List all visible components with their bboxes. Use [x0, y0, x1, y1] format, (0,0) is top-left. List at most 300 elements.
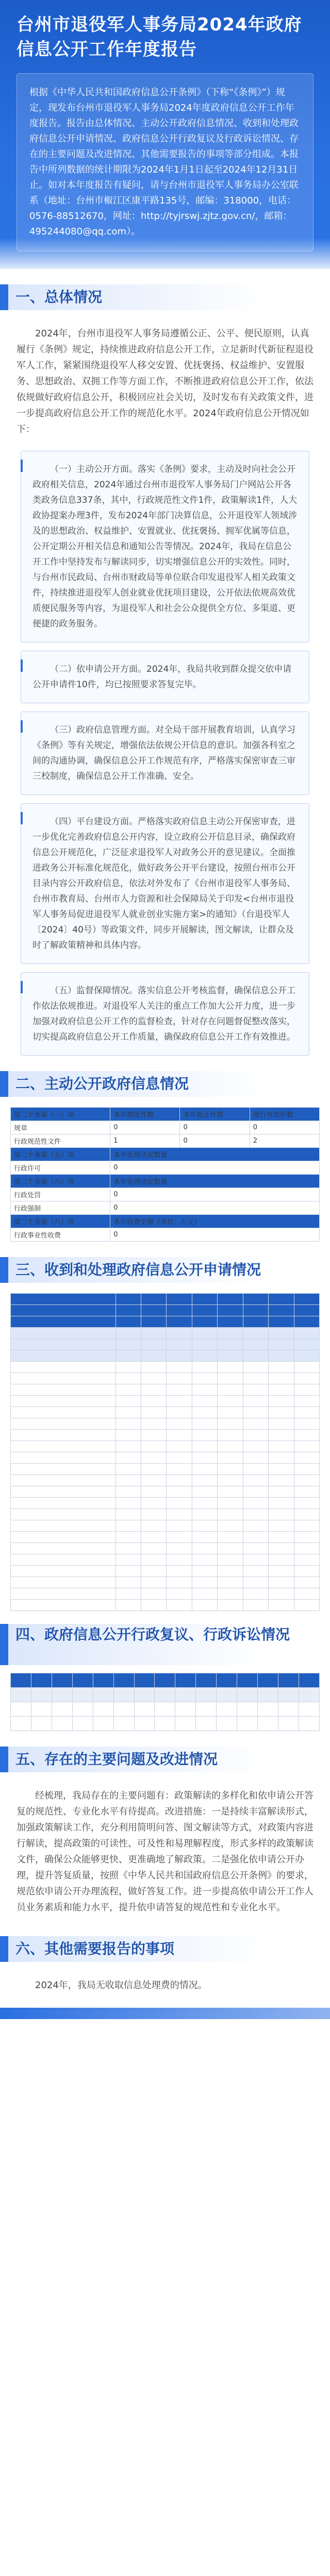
table-cell	[141, 1509, 167, 1520]
table-cell	[167, 1316, 192, 1328]
table-cell	[192, 1577, 217, 1588]
table-cell	[72, 1673, 93, 1688]
table-cell	[243, 1418, 268, 1430]
table-cell	[167, 1396, 192, 1407]
table-cell: 行政许可	[11, 1161, 110, 1175]
table-row	[11, 1464, 320, 1475]
table-cell	[93, 1673, 113, 1688]
table-cell	[192, 1362, 217, 1373]
table-cell	[269, 1498, 294, 1509]
table-cell	[141, 1430, 167, 1441]
table-cell	[269, 1532, 294, 1543]
table-cell	[218, 1566, 243, 1577]
table-cell	[116, 1373, 141, 1384]
info-box: （四）平台建设方面。严格落实政府信息主动公开保密审查，进一步优化完善政府信息公开内容，设立政府公开信息目录，确保政府信息公开规范化，广泛征求退役军人对政务公开的意见建议。全面推进政务公开标准化规范化，做好政务公开平台建设，按照台州市公开目录内容公开政府信息，依法对外发布了《台州市退役军人事务局、台州市教育局、台州市人力资源和社会保障局关于印发<台州市退役军人事务局促进退役军人就业创业实施方案>的通知》（台退役军人〔2024〕40号）等政策文件，同步开展解读，图文解读，让群众及时了解政策精神和具体内容。	[21, 803, 309, 964]
table-cell	[134, 1688, 155, 1702]
table-cell	[192, 1509, 217, 1520]
table-cell	[141, 1328, 167, 1339]
table-cell	[269, 1452, 294, 1464]
table-cell	[243, 1486, 268, 1498]
table-cell	[11, 1702, 31, 1717]
table-row	[11, 1452, 320, 1464]
table-cell	[294, 1305, 320, 1316]
proactive-disclosure-table	[10, 1107, 320, 1242]
table-row	[11, 1520, 320, 1532]
table-cell	[167, 1294, 192, 1305]
report-intro: 根据《中华人民共和国政府信息公开条例》（下称“《条例》”）规定，现发布台州市退役军人事务局2024年度政府信息公开工作年度报告。报告由总体情况、主动公开政府信息情况、收到和处理政府信息公开申请情况、政府信息公开行政复议及行政诉讼情况、存在的主要问题及改进情况、其他需要报告的事项等部分组成。本报告中所列数据的统计期限为2024年1月1日起至2024年12月31日止。如对本年度报告有疑问，请与台州市退役军人事务局办公室联系（地址：台州市椒江区康平路135号，邮编：318000，电话：0576-88512670，网址：http://tyjrswj.zjtz.gov.cn/，邮箱：495244080@qq.com）。	[16, 73, 314, 251]
table-cell	[11, 1452, 116, 1464]
table-cell: 第二十条第（六）项	[11, 1175, 110, 1188]
info-box: （二）依申请公开方面。2024年，我局共收到群众提交依申请公开申请件10件，均已按照要求答复完毕。	[21, 651, 309, 703]
table-cell	[192, 1543, 217, 1554]
table-cell: 第二十条第（一）项	[11, 1108, 110, 1121]
table-cell	[141, 1520, 167, 1532]
table-cell	[243, 1441, 268, 1452]
table-cell	[113, 1673, 134, 1688]
table-cell	[294, 1520, 320, 1532]
table-cell	[294, 1566, 320, 1577]
table-cell: 本年处理决定数量	[110, 1175, 320, 1188]
table-cell	[269, 1430, 294, 1441]
table-cell	[269, 1543, 294, 1554]
table-cell: 本年制发件数	[110, 1108, 180, 1121]
table-cell	[11, 1316, 116, 1328]
table-cell	[116, 1384, 141, 1396]
table-cell	[294, 1430, 320, 1441]
table-cell	[269, 1588, 294, 1600]
table-cell	[167, 1543, 192, 1554]
table-cell	[243, 1407, 268, 1418]
table-cell	[237, 1702, 258, 1717]
table-cell	[141, 1577, 167, 1588]
table-cell	[269, 1396, 294, 1407]
table-cell: 行政处罚	[11, 1188, 110, 1201]
table-cell	[167, 1384, 192, 1396]
table-row	[11, 1554, 320, 1566]
table-cell	[269, 1441, 294, 1452]
table-cell	[299, 1688, 319, 1702]
table-cell	[294, 1328, 320, 1339]
section-1-lead: 2024年，台州市退役军人事务局遵循公正、公平、便民原则，认真履行《条例》规定，持续推进政府信息公开工作，立足新时代新征程退役军人工作，紧紧围绕退役军人移交安置、优抚褒扬、权益维护、安置服务、思想政治、双拥工作等方面工作，不断推进政府信息公开工作，依法依规做好政府信息公开，积极回应社会关切，及时发布有关政策文件，进一步提高政府信息公开工作的规范化水平。2024年政府信息公开情况如下：	[16, 328, 314, 435]
table-cell	[11, 1520, 116, 1532]
table-row	[11, 1543, 320, 1554]
table-cell	[217, 1702, 237, 1717]
table-cell: 本年废止件数	[180, 1108, 250, 1121]
table-cell	[278, 1717, 299, 1731]
table-cell	[116, 1543, 141, 1554]
table-cell	[294, 1452, 320, 1464]
table-cell: 0	[110, 1161, 320, 1175]
table-row	[11, 1475, 320, 1486]
table-row	[11, 1588, 320, 1600]
table-cell	[294, 1339, 320, 1350]
table-cell	[116, 1316, 141, 1328]
table-cell	[218, 1430, 243, 1441]
table-cell	[11, 1430, 116, 1441]
table-cell	[141, 1384, 167, 1396]
table-cell	[237, 1673, 258, 1688]
table-cell	[134, 1717, 155, 1731]
table-row	[11, 1134, 320, 1148]
section-title: 三、收到和处理政府信息公开申请情况	[8, 1257, 330, 1283]
table-cell	[192, 1475, 217, 1486]
table-cell	[175, 1717, 196, 1731]
footer-band	[0, 2008, 330, 2019]
table-cell	[192, 1316, 217, 1328]
table-cell	[243, 1600, 268, 1611]
table-cell	[218, 1486, 243, 1498]
table-cell	[218, 1418, 243, 1430]
info-box: （三）政府信息管理方面。对全局干部开展教育培训，认真学习《条例》等有关规定，增强依法依规公开信息的意识。加强各科室之间的沟通协调，确保信息公开工作规范有序，严格落实保密审查三审三校制度，确保信息公开工作准确、安全。	[21, 711, 309, 795]
table-cell	[11, 1339, 116, 1350]
table-cell	[116, 1600, 141, 1611]
table-cell	[217, 1717, 237, 1731]
table-row	[11, 1121, 320, 1134]
table-cell	[243, 1520, 268, 1532]
table-cell	[218, 1464, 243, 1475]
section-6-header	[0, 1931, 330, 1967]
section-5-header	[0, 1741, 330, 1777]
table-cell	[294, 1407, 320, 1418]
table-cell	[11, 1532, 116, 1543]
review-litigation-table	[10, 1673, 320, 1731]
table-cell	[116, 1407, 141, 1418]
table-cell	[192, 1384, 217, 1396]
table-cell	[141, 1600, 167, 1611]
table-cell	[269, 1350, 294, 1362]
table-cell	[294, 1532, 320, 1543]
table-cell	[192, 1498, 217, 1509]
section-title: 二、主动公开政府信息情况	[8, 1071, 330, 1097]
table-cell: 行政事业性收费	[11, 1228, 110, 1242]
section-title: 六、其他需要报告的事项	[8, 1936, 330, 1962]
table-cell	[11, 1509, 116, 1520]
table-cell	[116, 1464, 141, 1475]
table-cell	[294, 1316, 320, 1328]
table-cell: 0	[110, 1201, 320, 1215]
table-cell	[192, 1588, 217, 1600]
table-cell	[141, 1475, 167, 1486]
table-cell	[294, 1600, 320, 1611]
table-cell	[167, 1362, 192, 1373]
table-cell	[167, 1441, 192, 1452]
table-cell	[116, 1588, 141, 1600]
table-row	[11, 1486, 320, 1498]
table-row	[11, 1717, 320, 1731]
table-cell	[269, 1328, 294, 1339]
table-cell	[116, 1486, 141, 1498]
table-cell	[294, 1554, 320, 1566]
table-cell	[299, 1717, 319, 1731]
table-row	[11, 1373, 320, 1384]
table-cell	[116, 1430, 141, 1441]
table-cell	[167, 1430, 192, 1441]
table-row	[11, 1600, 320, 1611]
table-cell	[72, 1702, 93, 1717]
table-cell	[52, 1673, 72, 1688]
table-cell	[192, 1441, 217, 1452]
table-cell	[192, 1328, 217, 1339]
table-cell	[294, 1441, 320, 1452]
table-cell	[141, 1498, 167, 1509]
table-cell	[155, 1673, 175, 1688]
table-cell	[141, 1350, 167, 1362]
table-cell	[278, 1702, 299, 1717]
table-cell	[192, 1452, 217, 1464]
section-3-header	[0, 1252, 330, 1288]
section-4-header	[0, 1621, 330, 1668]
application-table	[10, 1293, 320, 1611]
table-cell	[116, 1554, 141, 1566]
table-cell	[167, 1509, 192, 1520]
table-cell	[196, 1717, 217, 1731]
table-cell	[299, 1702, 319, 1717]
table-cell	[258, 1688, 278, 1702]
table-cell	[116, 1475, 141, 1486]
table-cell	[269, 1407, 294, 1418]
table-cell	[192, 1532, 217, 1543]
table-cell	[175, 1673, 196, 1688]
table-cell	[218, 1384, 243, 1396]
table-cell	[192, 1373, 217, 1384]
table-cell	[192, 1566, 217, 1577]
table-cell	[93, 1688, 113, 1702]
table-cell	[72, 1717, 93, 1731]
table-cell	[11, 1577, 116, 1588]
table-cell: 规章	[11, 1121, 110, 1134]
section-marker	[0, 1747, 8, 1772]
table-cell	[294, 1384, 320, 1396]
table-cell	[11, 1328, 116, 1339]
table-cell	[217, 1673, 237, 1688]
table-row	[11, 1201, 320, 1215]
table-cell	[141, 1554, 167, 1566]
table-cell	[11, 1475, 116, 1486]
table-cell	[218, 1520, 243, 1532]
table-cell: 第二十条第（八）项	[11, 1215, 110, 1228]
table-cell	[31, 1702, 52, 1717]
table-cell	[218, 1509, 243, 1520]
table-cell	[217, 1688, 237, 1702]
table-cell	[192, 1486, 217, 1498]
table-cell	[192, 1339, 217, 1350]
table-row	[11, 1407, 320, 1418]
table-cell	[141, 1373, 167, 1384]
table-cell	[116, 1532, 141, 1543]
table-cell	[72, 1688, 93, 1702]
table-cell	[243, 1588, 268, 1600]
table-cell	[218, 1532, 243, 1543]
table-cell	[243, 1373, 268, 1384]
table-cell: 0	[250, 1121, 319, 1134]
table-cell	[155, 1702, 175, 1717]
table-cell	[31, 1673, 52, 1688]
table-cell	[116, 1328, 141, 1339]
table-cell	[167, 1407, 192, 1418]
table-cell	[141, 1418, 167, 1430]
section-2-header	[0, 1066, 330, 1102]
table-cell	[116, 1294, 141, 1305]
table-cell	[11, 1407, 116, 1418]
report-title: 台州市退役军人事务局2024年政府信息公开工作年度报告	[16, 14, 302, 60]
table-cell	[243, 1566, 268, 1577]
table-cell	[294, 1475, 320, 1486]
table-cell	[11, 1418, 116, 1430]
table-cell	[192, 1350, 217, 1362]
table-cell	[243, 1543, 268, 1554]
table-cell	[269, 1339, 294, 1350]
table-cell	[167, 1452, 192, 1464]
section-marker	[0, 1071, 8, 1097]
table-cell	[258, 1673, 278, 1688]
table-cell	[269, 1464, 294, 1475]
report-header	[0, 0, 330, 269]
table-cell	[175, 1688, 196, 1702]
table-cell	[243, 1362, 268, 1373]
table-cell	[93, 1717, 113, 1731]
table-cell: 0	[180, 1121, 250, 1134]
table-cell	[31, 1688, 52, 1702]
table-cell	[141, 1588, 167, 1600]
table-cell	[269, 1305, 294, 1316]
table-cell	[269, 1362, 294, 1373]
table-cell	[218, 1396, 243, 1407]
table-cell	[11, 1464, 116, 1475]
table-cell	[167, 1373, 192, 1384]
table-cell	[269, 1486, 294, 1498]
table-cell	[167, 1498, 192, 1509]
table-cell	[134, 1673, 155, 1688]
table-row	[11, 1509, 320, 1520]
table-cell	[141, 1396, 167, 1407]
table-cell	[243, 1316, 268, 1328]
table-row	[11, 1305, 320, 1316]
table-cell: 本年收费金额（单位：万元）	[110, 1215, 320, 1228]
table-cell	[294, 1396, 320, 1407]
section-title: 四、政府信息公开行政复议、行政诉讼情况	[8, 1624, 330, 1665]
table-row	[11, 1228, 320, 1242]
table-cell: 1	[110, 1134, 180, 1148]
table-cell	[11, 1566, 116, 1577]
table-cell	[192, 1464, 217, 1475]
table-row	[11, 1384, 320, 1396]
table-cell	[11, 1396, 116, 1407]
table-cell	[218, 1441, 243, 1452]
table-cell: 行政规范性文件	[11, 1134, 110, 1148]
table-cell	[167, 1464, 192, 1475]
table-cell	[192, 1305, 217, 1316]
table-row	[11, 1362, 320, 1373]
table-row	[11, 1161, 320, 1175]
table-row	[11, 1148, 320, 1161]
table-cell: 0	[180, 1134, 250, 1148]
table-cell	[218, 1350, 243, 1362]
table-cell	[52, 1717, 72, 1731]
table-cell	[11, 1373, 116, 1384]
table-row	[11, 1294, 320, 1305]
table-cell	[294, 1350, 320, 1362]
table-cell: 现行有效件数	[250, 1108, 319, 1121]
table-row	[11, 1328, 320, 1339]
table-cell	[116, 1498, 141, 1509]
table-cell	[218, 1600, 243, 1611]
table-cell: 第二十条第（五）项	[11, 1148, 110, 1161]
table-cell	[175, 1702, 196, 1717]
table-row	[11, 1316, 320, 1328]
table-cell	[116, 1577, 141, 1588]
table-cell	[141, 1407, 167, 1418]
table-cell: 本年处理决定数量	[110, 1148, 320, 1161]
table-cell	[113, 1702, 134, 1717]
table-cell	[196, 1673, 217, 1688]
table-cell	[11, 1441, 116, 1452]
table-cell	[167, 1328, 192, 1339]
table-cell	[155, 1688, 175, 1702]
table-cell	[269, 1475, 294, 1486]
table-row	[11, 1339, 320, 1350]
section-title: 一、总体情况	[8, 284, 330, 310]
table-cell	[218, 1475, 243, 1486]
table-cell	[11, 1498, 116, 1509]
table-cell	[243, 1475, 268, 1486]
table-cell	[141, 1316, 167, 1328]
table-row	[11, 1566, 320, 1577]
table-cell	[167, 1554, 192, 1566]
table-cell	[116, 1350, 141, 1362]
table-cell	[294, 1418, 320, 1430]
table-cell	[294, 1294, 320, 1305]
table-cell	[11, 1717, 31, 1731]
table-cell	[294, 1362, 320, 1373]
table-cell	[243, 1554, 268, 1566]
table-cell	[116, 1418, 141, 1430]
table-cell	[141, 1305, 167, 1316]
table-cell	[294, 1577, 320, 1588]
table-cell	[11, 1350, 116, 1362]
table-cell	[93, 1702, 113, 1717]
section-title: 五、存在的主要问题及改进情况	[8, 1747, 330, 1772]
table-cell	[218, 1294, 243, 1305]
table-cell	[141, 1294, 167, 1305]
table-cell	[192, 1600, 217, 1611]
table-cell	[258, 1717, 278, 1731]
section-5-text: 经梳理，我局存在的主要问题有：政策解读的多样化和依申请公开答复的规范性、专业化水平有待提高。改进措施：一是持续丰富解读形式，加强政策解读工作，充分利用简明问答、图文解读等方式，对政策内容进行解读，提高政策的可读性、可及性和易理解程度，形式多样的政策解读文件，确保公众能够更快、更准确地了解政策。二是强化依申请公开办理，提升答复质量，按照《中华人民共和国政府信息公开条例》的要求，规范依申请公开办理流程，做好答复工作。进一步提高依申请公开工作人员业务素质和能力水平，提升依申请答复的规范性和专业化水平。	[16, 1790, 314, 1913]
table-cell	[116, 1396, 141, 1407]
table-cell	[243, 1396, 268, 1407]
table-cell	[192, 1554, 217, 1566]
table-cell	[243, 1464, 268, 1475]
table-cell	[192, 1407, 217, 1418]
section-marker	[0, 1257, 8, 1283]
table-cell	[269, 1566, 294, 1577]
table-cell	[243, 1430, 268, 1441]
table-row	[11, 1215, 320, 1228]
table-cell	[218, 1339, 243, 1350]
table-cell	[52, 1688, 72, 1702]
table-cell	[294, 1373, 320, 1384]
table-row	[11, 1188, 320, 1201]
table-cell	[192, 1294, 217, 1305]
table-cell	[192, 1430, 217, 1441]
table-cell	[243, 1498, 268, 1509]
table-cell	[218, 1362, 243, 1373]
table-cell	[243, 1532, 268, 1543]
table-cell	[243, 1328, 268, 1339]
table-cell: 0	[110, 1228, 320, 1242]
table-cell	[11, 1543, 116, 1554]
table-row	[11, 1498, 320, 1509]
table-cell	[11, 1688, 31, 1702]
